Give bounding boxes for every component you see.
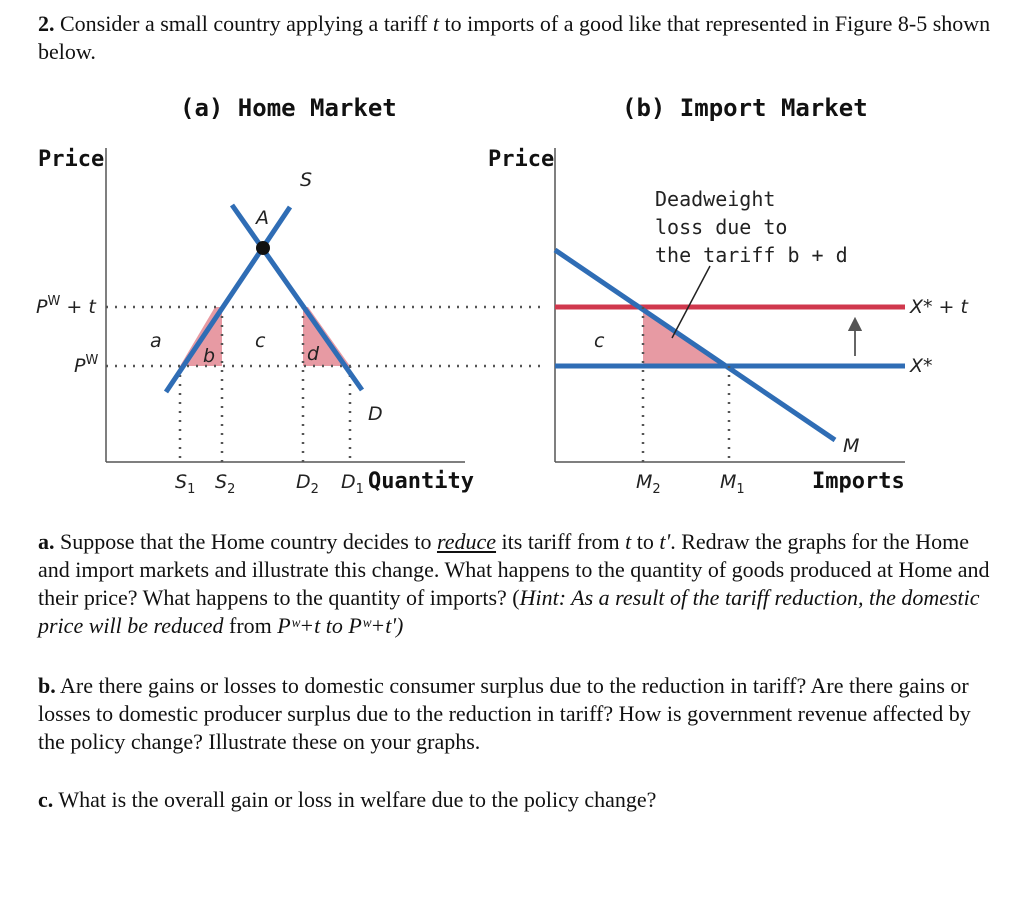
part-c-label: c. — [38, 787, 54, 812]
part-b — [38, 672, 998, 756]
part-a-hint: Hint: As a result of the tariff reduction, the domestic price will be reduced — [38, 585, 980, 638]
import-demand-label: M — [843, 435, 860, 457]
question-number: 2. — [38, 11, 55, 36]
dwl-label-line-2: loss due to — [655, 215, 788, 239]
equilibrium-label: A — [256, 207, 269, 229]
tariff-figure — [0, 80, 1024, 510]
part-a-text-3: to — [631, 529, 660, 554]
question-intro-text-1: Consider a small country applying a tariff — [60, 11, 433, 36]
part-b-label: b. — [38, 673, 56, 698]
part-a-formula-2: Pʷ+tʹ) — [348, 613, 404, 638]
d1-label: $D_1$ — [341, 471, 364, 497]
panel-b-title: (b) Import Market — [622, 94, 868, 122]
supply-label: S — [300, 169, 313, 191]
part-c-text: What is the overall gain or loss in welfare due to the policy change? — [53, 787, 657, 812]
dwl-pointer — [672, 266, 710, 338]
part-a-text-1: Suppose that the Home country decides to — [54, 529, 437, 554]
s1-label: $S_1$ — [175, 471, 196, 497]
d2-label: $D_2$ — [296, 471, 319, 497]
equilibrium-point — [256, 241, 270, 255]
panel-a-title: (a) Home Market — [180, 94, 397, 122]
area-d-label: d — [307, 343, 320, 365]
part-b-text: Are there gains or losses to domestic consumer surplus due to the reduction in tariff? Are there gains or losses to domestic producer surplus due to the reduction in tariff? How is government revenue affected by the policy change? Illustrate these on your graphs. — [38, 673, 971, 754]
part-a — [38, 528, 998, 640]
panel-a-quantity-label: Quantity — [368, 469, 474, 494]
part-a-text-2: its tariff from — [496, 529, 626, 554]
question-intro-text-2: to imports of a good like that represented in Figure 8-5 shown below. — [38, 11, 991, 64]
area-c-label: c — [255, 330, 266, 352]
world-supply-label: X* — [910, 355, 933, 377]
supply-curve — [166, 207, 290, 392]
panel-a-price-label: Price — [38, 147, 105, 172]
demand-label: D — [368, 403, 383, 425]
area-a-label: a — [150, 330, 162, 352]
question-intro-t: t — [432, 11, 440, 36]
part-a-reduce: reduce — [436, 529, 497, 554]
part-a-t-prime: tʹ — [659, 529, 671, 554]
part-a-label: a. — [38, 529, 55, 554]
price-world-label: $P^W$ — [74, 353, 99, 377]
m1-label: $M_1$ — [720, 471, 745, 497]
part-c — [38, 786, 998, 814]
question-intro — [38, 10, 998, 66]
part-a-formula-1: Pʷ+t — [277, 613, 321, 638]
dwl-label-line-3: the tariff b + d — [655, 243, 848, 267]
dwl-label-line-1: Deadweight — [655, 187, 776, 211]
part-a-text-5: from — [223, 613, 278, 638]
price-tariff-label: $P^W + t$ — [36, 294, 96, 318]
demand-curve — [232, 205, 362, 390]
part-a-text-4: . Redraw the graphs for the Home and import markets and illustrate this change. What happens to the quantity of goods produced at Home and their price? What happens to the quantity of imports? ( — [38, 529, 990, 610]
area-b-label: b — [203, 345, 216, 367]
part-a-t: t — [625, 529, 632, 554]
part-a-to: to — [320, 613, 349, 638]
panel-b-price-label: Price — [488, 147, 555, 172]
s2-label: $S_2$ — [215, 471, 236, 497]
m2-label: $M_2$ — [636, 471, 661, 497]
panel-b-area-c-label: c — [594, 330, 605, 352]
panel-b-imports-label: Imports — [812, 469, 905, 494]
supply-with-tariff-label: X* + t — [910, 296, 968, 318]
